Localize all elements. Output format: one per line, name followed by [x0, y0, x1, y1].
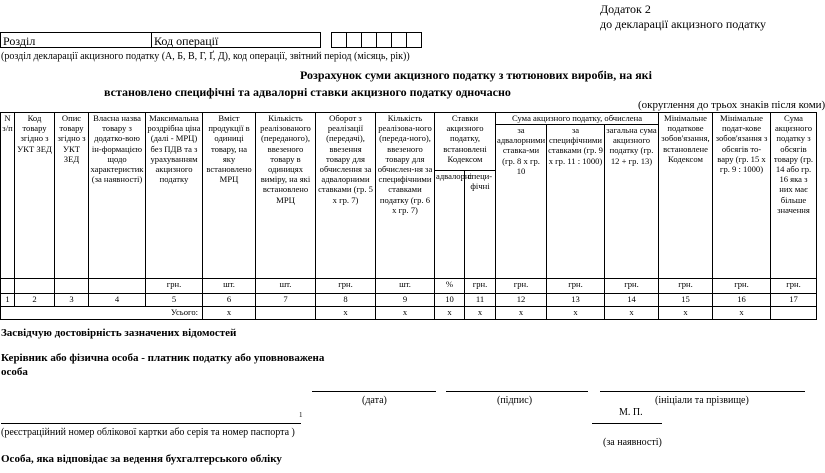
col-number: 7 [256, 294, 316, 307]
unit-cell: грн. [547, 279, 605, 294]
hdr-c4: Власна назва товару з додатко-вою ін-формацією щодо характеристик (за наявності) [89, 113, 146, 279]
title-line2: встановлено специфічні та адвалорні ставки акцизного податку одночасно [104, 85, 511, 99]
period-cell-5[interactable] [391, 32, 407, 48]
op-code-label: Код операції [154, 34, 219, 48]
section-field[interactable] [0, 32, 152, 48]
hdr-c1: N з/п [1, 113, 15, 279]
total-mark: x [713, 307, 771, 320]
col-number: 6 [203, 294, 256, 307]
section-label: Розділ [3, 34, 36, 48]
hdr-c6: Вміст продукції в одиниці товару, на яку встановлено МРЦ [203, 113, 256, 279]
col-number: 3 [55, 294, 89, 307]
unit-cell: грн. [659, 279, 713, 294]
unit-cell: грн. [713, 279, 771, 294]
unit-cell: грн. [605, 279, 659, 294]
op-code-field[interactable] [151, 32, 321, 48]
total-label: Усього: [1, 307, 203, 320]
hdr-c7: Кількість реалізованого (переданого), ввезеного товару в одиницях виміру, на які встановлено МРЦ [256, 113, 316, 279]
unit-cell: шт. [203, 279, 256, 294]
head-line1: Керівник або фізична особа - платник податку або уповноважена [1, 352, 325, 364]
one-mark: 1 [299, 411, 303, 419]
hdr-rates: Ставки акцизного податку, встановлені Кодексом [435, 113, 496, 171]
col-number: 11 [465, 294, 496, 307]
hdr-c8: Оборот з реалізації (передачі), ввезення товару для обчислення за адвалорними ставками (гр. 5 х гр. 7) [316, 113, 376, 279]
hdr-c3: Опис товару згідно з УКТ ЗЕД [55, 113, 89, 279]
total-mark: x [203, 307, 256, 320]
hdr-sum-adv: за адвалорними ставка-ми (гр. 8 х гр. 10 [496, 125, 547, 279]
signature-line[interactable] [446, 391, 588, 392]
unit-cell: грн. [496, 279, 547, 294]
col-number: 2 [15, 294, 55, 307]
certify-text: Засвідчую достовірність зазначених відомостей [1, 327, 237, 339]
unit-cell: грн. [465, 279, 496, 294]
hdr-rate-adv: адвалорні [435, 171, 465, 279]
head-line2: особа [1, 366, 28, 378]
total-mark: x [659, 307, 713, 320]
total-cell[interactable] [256, 307, 316, 320]
accountant-label: Особа, яка відповідає за ведення бухгалтерського обліку [1, 453, 282, 465]
total-mark: x [496, 307, 547, 320]
unit-cell: грн. [146, 279, 203, 294]
hdr-sum-total: загальна сума акцизного податку (гр. 12 + гр. 13) [605, 125, 659, 279]
header-row-1 [1, 113, 817, 125]
period-cell-1[interactable] [331, 32, 347, 48]
hdr-sum: Сума акцизного податку, обчислена [496, 113, 659, 125]
period-cell-6[interactable] [406, 32, 422, 48]
col-number: 14 [605, 294, 659, 307]
col-number: 17 [771, 294, 817, 307]
hdr-c17: Сума акцизного податку з обсягів товару (гр. 14 або гр. 16 яка з них має більше значення [771, 113, 817, 279]
total-mark: x [316, 307, 376, 320]
period-cell-3[interactable] [361, 32, 377, 48]
total-row [1, 307, 817, 320]
total-cell[interactable] [771, 307, 817, 320]
date-line[interactable] [312, 391, 436, 392]
units-row [1, 279, 817, 294]
appendix-line1: Додаток 2 [600, 2, 651, 16]
hdr-c5: Максимальна роздрібна ціна (далі - МРЦ) без ПДВ та з урахуванням акцизного податку [146, 113, 203, 279]
hdr-sum-spec: за специфічними ставками (гр. 9 х гр. 11 : 1000) [547, 125, 605, 279]
col-number: 1 [1, 294, 15, 307]
numbers-row [1, 294, 817, 307]
unit-cell: шт. [256, 279, 316, 294]
col-number: 15 [659, 294, 713, 307]
col-number: 12 [496, 294, 547, 307]
total-mark: x [605, 307, 659, 320]
unit-cell: грн. [316, 279, 376, 294]
period-cell-4[interactable] [376, 32, 392, 48]
if-any-label: (за наявності) [603, 437, 662, 448]
initials-label: (ініціали та прізвище) [655, 395, 749, 406]
if-any-line[interactable] [592, 423, 662, 424]
total-mark: x [547, 307, 605, 320]
total-mark: x [435, 307, 465, 320]
hdr-c15: Мінімальне податкове зобов'язання, встановлене Кодексом [659, 113, 713, 279]
col-number: 10 [435, 294, 465, 307]
rounding-note: (округлення до трьох знаків після коми) [638, 99, 825, 111]
period-cell-2[interactable] [346, 32, 362, 48]
title-line1: Розрахунок суми акцизного податку з тютюнових виробів, на які [300, 68, 652, 82]
initials-line[interactable] [600, 391, 805, 392]
col-number: 16 [713, 294, 771, 307]
col-number: 5 [146, 294, 203, 307]
unit-cell: грн. [771, 279, 817, 294]
section-note: (розділ декларації акцизного податку (А, Б, В, Г, Ґ, Д), код операції, звітний період (місяць, рік)) [1, 51, 410, 62]
reg-number-line[interactable] [1, 423, 301, 424]
hdr-c9: Кількість реалізова-ного (переда-ного), ввезеного товару для обчислен-ня за специфічними ставками податку (гр. 6 х гр. 7) [376, 113, 435, 279]
date-label: (дата) [362, 395, 387, 406]
col-number: 4 [89, 294, 146, 307]
stamp-label: М. П. [619, 407, 643, 418]
tax-calculation-table [0, 112, 817, 320]
total-mark: x [465, 307, 496, 320]
col-number: 13 [547, 294, 605, 307]
appendix-line2: до декларації акцизного податку [600, 17, 766, 31]
col-number: 9 [376, 294, 435, 307]
reg-number-label: (реєстраційний номер облікової картки або серія та номер паспорта ) [1, 427, 295, 438]
signature-label: (підпис) [497, 395, 533, 406]
total-mark: x [376, 307, 435, 320]
unit-cell: % [435, 279, 465, 294]
col-number: 8 [316, 294, 376, 307]
hdr-c16: Мінімальне подат-кове зобов'язання з обсягів то-вару (гр. 15 х гр. 9 : 1000) [713, 113, 771, 279]
hdr-c2: Код товару згідно з УКТ ЗЕД [15, 113, 55, 279]
hdr-rate-spec: специ-фічні [465, 171, 496, 279]
unit-cell: шт. [376, 279, 435, 294]
